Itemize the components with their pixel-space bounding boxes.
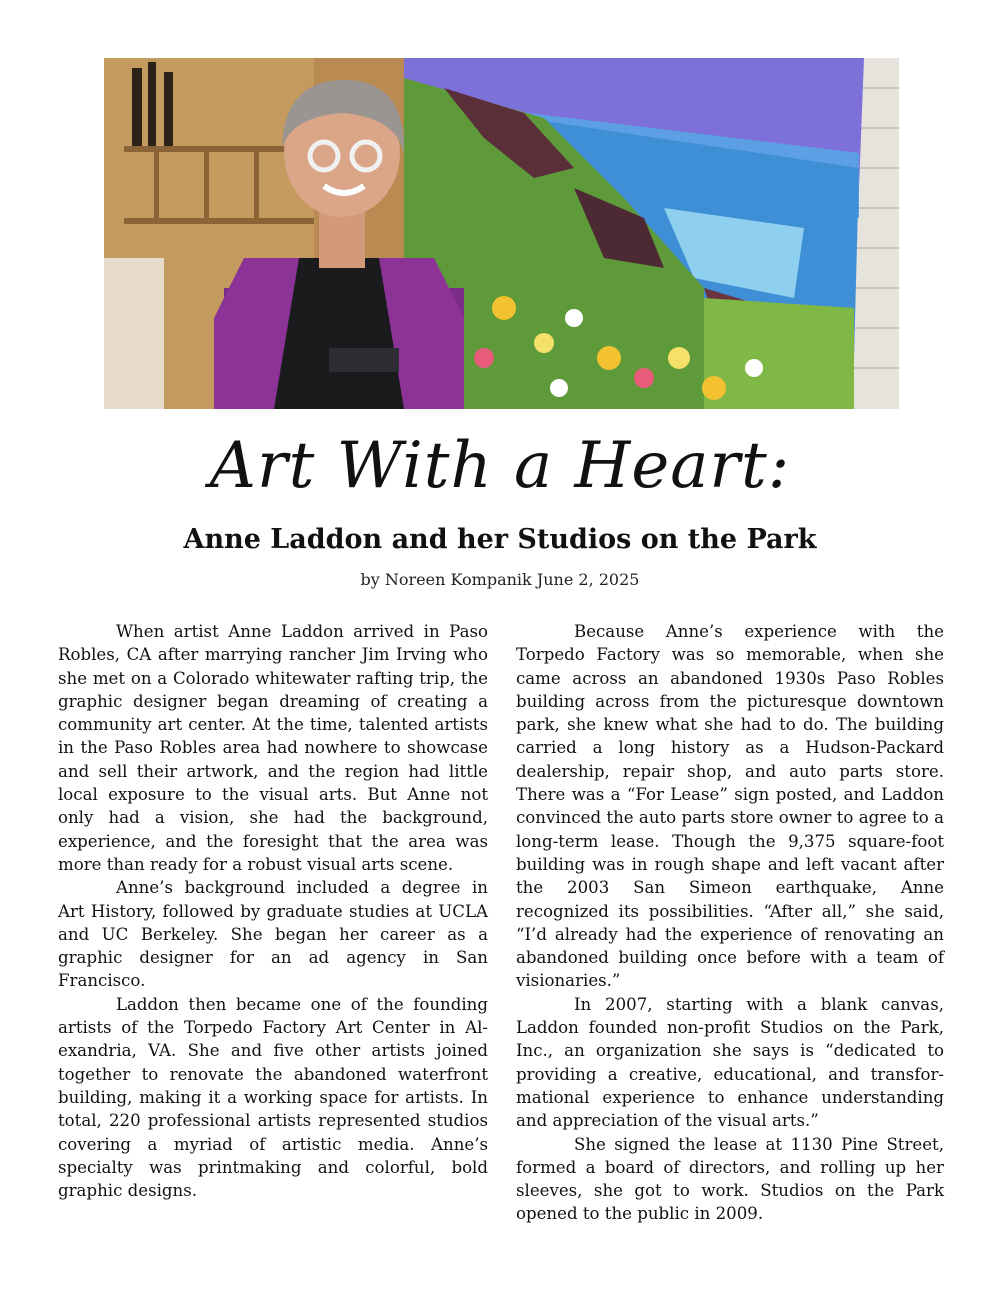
paragraph: Anne’s background included a degree in Art History, followed by graduate studies at UCLA and UC Berkeley. She began her career as a graphic designer for an ad agency in San Francisco. — [58, 878, 488, 991]
paragraph: Laddon then became one of the founding artists of the Torpedo Factory Art Center in Alexandria, VA. She and five other artists joined together to renovate the abandoned waterfront building, making it a working space for artists. In total, 220 professional artists represented studios covering a myriad of artistic media. Anne’s specialty was printmaking and colorful, bold graphic designs. — [58, 994, 488, 1201]
article-headline: Anne Laddon and her Studios on the Park — [183, 524, 817, 555]
paragraph: She signed the lease at 1130 Pine Street, formed a board of directors, and rolling up her sleeves, she got to work. Studios on the Park opened to the public in 2009. — [516, 1134, 944, 1224]
left-column — [58, 620, 488, 1202]
photo-illustration — [104, 58, 899, 409]
article-script-title: Art With a Heart: — [209, 429, 791, 503]
paragraph: When artist Anne Laddon arrived in Paso Robles, CA after marrying rancher Jim Irving who she met on a Colorado whitewater rafting trip, the graphic designer began dreaming of creating a community art center. At the time, talented artists in the Paso Robles area had nowhere to showcase and sell their artwork, and the region had little local exposure to the visual arts. But Anne not only had a vision, she had the background, experience, and the foresight that the area was more than ready for a robust visual arts scene. — [58, 622, 488, 874]
article-byline: by Noreen Kompanik June 2, 2025 — [360, 570, 640, 589]
paragraph: In 2007, starting with a blank canvas, Laddon founded non-profit Studios on the Park, Inc., an organization she says is “dedicated to providing a creative, educational, and transformational experience to enhance understanding and appreciation of the visual arts.” — [516, 994, 944, 1131]
right-column — [516, 620, 944, 1226]
artist-photo — [104, 58, 899, 409]
paragraph: Because Anne’s experience with the Torpedo Factory was so memorable, when she came across an abandoned 1930s Paso Robles building across from the picturesque downtown park, she knew what she had to do. The building carried a long history as a Hudson-Packard dealership, repair shop, and auto parts store. There was a “For Lease” sign posted, and Laddon convinced the auto parts store owner to agree to a long-term lease. Though the 9,375 square-foot building was in rough shape and left vacant after the 2003 San Simeon earthquake, Anne recognized its possibilities. “After all,” she said, “I’d already had the experience of renovating an abandoned building once before with a team of visionaries.” — [516, 622, 944, 991]
